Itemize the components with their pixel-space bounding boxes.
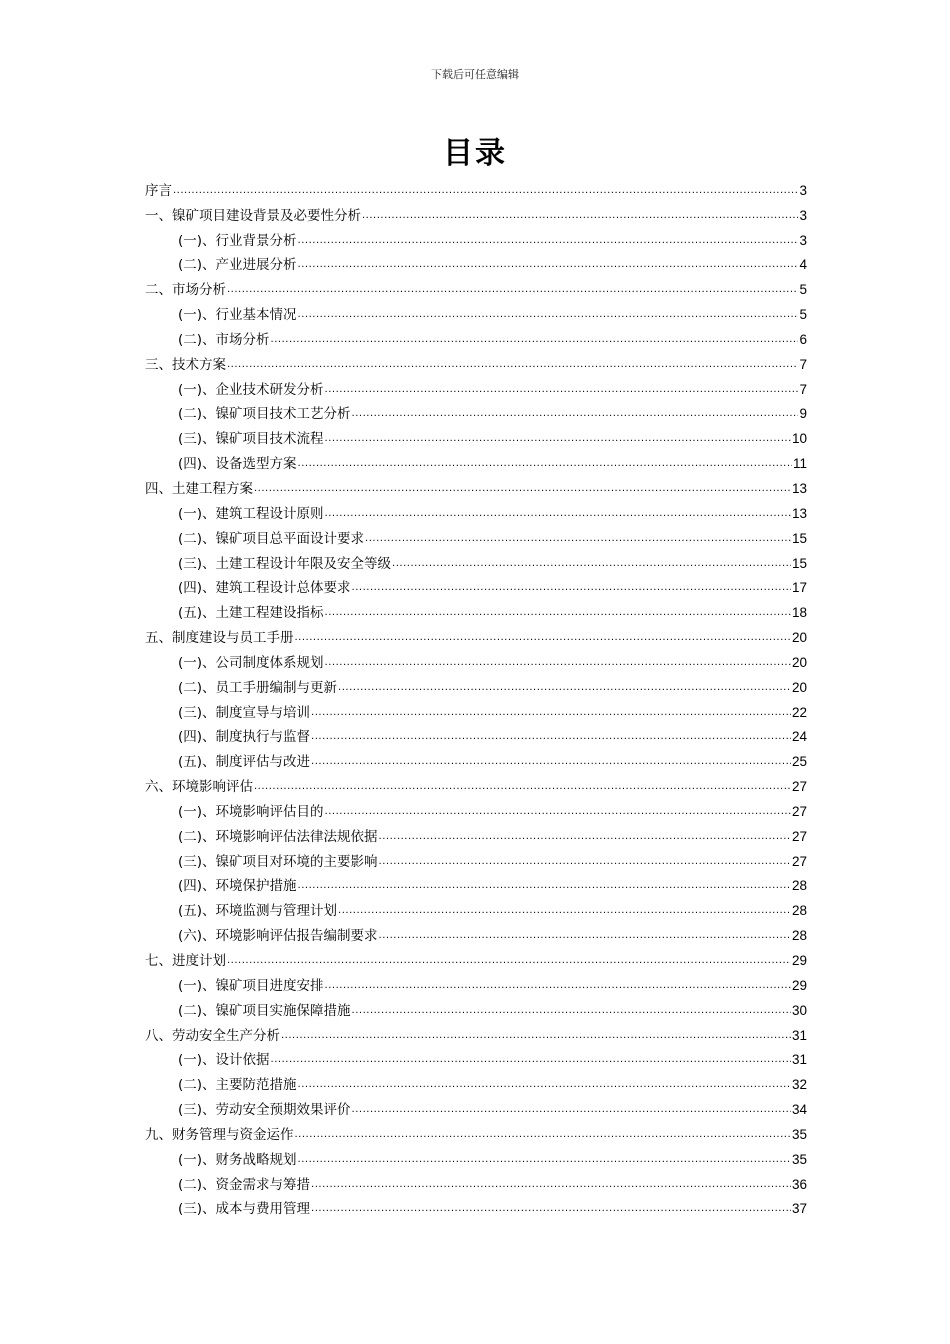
toc-entry-label: (二)、主要防范措施	[178, 1077, 297, 1094]
toc-dot-leader	[311, 706, 791, 720]
toc-dot-leader	[298, 308, 799, 322]
toc-dot-leader	[325, 979, 791, 993]
toc-entry-label: (五)、土建工程建设指标	[178, 605, 324, 622]
toc-entry-page-number: 31	[791, 1027, 807, 1043]
toc-dot-leader	[338, 904, 791, 918]
toc-entry-label: (一)、建筑工程设计原则	[178, 505, 324, 522]
toc-entry[interactable]	[145, 1020, 807, 1045]
toc-entry[interactable]	[145, 771, 807, 796]
toc-entry[interactable]	[145, 920, 807, 945]
toc-entry[interactable]	[145, 895, 807, 920]
toc-entry-page-number: 28	[791, 878, 807, 894]
toc-entry-label: (二)、环境影响评估法律法规依据	[178, 828, 378, 845]
toc-entry[interactable]	[145, 274, 807, 299]
toc-entry-label: 八、劳动安全生产分析	[145, 1027, 280, 1044]
toc-entry-page-number: 35	[791, 1151, 807, 1167]
toc-entry-label: (三)、成本与费用管理	[178, 1201, 311, 1218]
toc-entry[interactable]	[145, 299, 807, 324]
toc-entry[interactable]	[145, 1094, 807, 1119]
toc-entry-label: (一)、企业技术研发分析	[178, 381, 324, 398]
toc-entry-page-number: 20	[791, 630, 807, 646]
toc-entry-label: 七、进度计划	[145, 953, 226, 969]
toc-entry-label: (一)、镍矿项目进度安排	[178, 977, 324, 994]
toc-entry-page-number: 15	[791, 555, 807, 571]
toc-entry-label: (二)、镍矿项目总平面设计要求	[178, 530, 365, 547]
toc-dot-leader	[379, 830, 791, 844]
toc-entry-page-number: 27	[791, 853, 807, 869]
toc-entry[interactable]	[145, 622, 807, 647]
toc-entry[interactable]	[145, 821, 807, 846]
toc-dot-leader	[298, 258, 799, 272]
toc-entry[interactable]	[145, 1069, 807, 1094]
toc-entry-label: (二)、员工手册编制与更新	[178, 679, 338, 696]
toc-entry-page-number: 27	[791, 828, 807, 844]
toc-dot-leader	[254, 482, 791, 496]
toc-entry-label: (四)、建筑工程设计总体要求	[178, 580, 351, 597]
toc-entry-page-number: 37	[791, 1201, 807, 1217]
toc-dot-leader	[352, 1103, 791, 1117]
toc-dot-leader	[298, 234, 799, 248]
toc-entry[interactable]	[145, 1119, 807, 1144]
toc-dot-leader	[338, 681, 791, 695]
toc-entry[interactable]	[145, 573, 807, 598]
toc-entry-label: 六、环境影响评估	[145, 779, 253, 796]
toc-dot-leader	[325, 606, 791, 620]
toc-entry-label: 二、市场分析	[145, 282, 226, 299]
toc-entry-label: 五、制度建设与员工手册	[145, 630, 294, 647]
toc-entry-label: (一)、财务战略规划	[178, 1151, 297, 1168]
toc-entry-page-number: 4	[799, 257, 807, 273]
toc-entry-label: 四、土建工程方案	[145, 480, 253, 497]
toc-dot-leader	[352, 581, 791, 595]
toc-entry-page-number: 24	[791, 729, 807, 745]
toc-dot-leader	[325, 507, 791, 521]
toc-title: 目录	[443, 136, 507, 171]
toc-entry-page-number: 9	[799, 406, 807, 422]
toc-entry[interactable]	[145, 796, 807, 821]
toc-entry-page-number: 5	[799, 307, 807, 323]
toc-entry[interactable]	[145, 1144, 807, 1169]
toc-entry-page-number: 11	[792, 456, 807, 472]
toc-entry-page-number: 28	[791, 928, 807, 944]
toc-entry[interactable]	[145, 324, 807, 349]
toc-entry-page-number: 34	[791, 1102, 807, 1118]
toc-entry[interactable]	[145, 448, 807, 473]
toc-entry-page-number: 28	[791, 903, 807, 919]
toc-entry-label: (一)、行业背景分析	[178, 232, 297, 249]
toc-entry-page-number: 36	[791, 1176, 807, 1192]
toc-entry-label: (四)、环境保护措施	[178, 878, 297, 895]
toc-entry[interactable]	[145, 647, 807, 672]
toc-dot-leader	[379, 929, 791, 943]
toc-entry-page-number: 3	[799, 182, 807, 198]
toc-dot-leader	[298, 1078, 791, 1092]
toc-entry-label: (一)、设计依据	[178, 1052, 270, 1069]
toc-dot-leader	[311, 755, 791, 769]
toc-dot-leader	[311, 1202, 791, 1216]
toc-entry[interactable]	[145, 722, 807, 747]
toc-entry-page-number: 17	[791, 580, 807, 596]
toc-entry[interactable]	[145, 945, 807, 970]
toc-entry-page-number: 20	[791, 679, 807, 695]
toc-dot-leader	[227, 358, 798, 372]
toc-entry-label: 九、财务管理与资金运作	[145, 1126, 294, 1143]
toc-dot-leader	[379, 855, 791, 869]
toc-entry-page-number: 18	[791, 605, 807, 621]
toc-dot-leader	[362, 209, 798, 223]
toc-entry-page-number: 15	[791, 530, 807, 546]
toc-entry-page-number: 29	[791, 977, 807, 993]
toc-entry-page-number: 5	[799, 282, 807, 298]
toc-entry-label: (三)、镍矿项目对环境的主要影响	[178, 853, 378, 870]
toc-dot-leader	[352, 407, 799, 421]
toc-entry[interactable]	[145, 473, 807, 498]
toc-entry-label: (三)、劳动安全预期效果评价	[178, 1102, 351, 1119]
toc-dot-leader	[325, 805, 791, 819]
toc-entry-page-number: 13	[791, 480, 807, 496]
toc-entry[interactable]	[145, 200, 807, 225]
toc-entry-label: (三)、镍矿项目技术流程	[178, 431, 324, 448]
toc-dot-leader	[365, 532, 791, 546]
toc-entry-page-number: 29	[791, 953, 807, 968]
toc-entry-label: (一)、环境影响评估目的	[178, 803, 324, 820]
toc-entry[interactable]	[145, 1194, 807, 1219]
toc-entry-page-number: 3	[799, 207, 807, 223]
toc-entry[interactable]	[145, 548, 807, 573]
toc-entry-label: (六)、环境影响评估报告编制要求	[178, 928, 378, 945]
toc-entry-page-number: 35	[791, 1126, 807, 1142]
toc-entry-label: 序言	[145, 182, 172, 199]
toc-entry[interactable]	[145, 225, 807, 250]
toc-entry-page-number: 7	[799, 381, 807, 397]
toc-entry[interactable]	[145, 995, 807, 1020]
toc-entry-page-number: 27	[791, 803, 807, 819]
toc-entry[interactable]	[145, 523, 807, 548]
toc-entry-label: (二)、镍矿项目实施保障措施	[178, 1002, 351, 1019]
toc-dot-leader	[173, 184, 798, 198]
toc-dot-leader	[254, 780, 791, 794]
toc-entry-label: 一、镍矿项目建设背景及必要性分析	[145, 207, 361, 224]
toc-entry[interactable]	[145, 349, 807, 374]
toc-entry-label: (一)、公司制度体系规划	[178, 654, 324, 671]
toc-entry-page-number: 6	[799, 331, 807, 347]
toc-dot-leader	[325, 656, 791, 670]
toc-dot-leader	[311, 1178, 791, 1192]
toc-entry-page-number: 20	[791, 654, 807, 670]
toc-entry-label: (四)、制度执行与监督	[178, 729, 311, 746]
toc-entry-page-number: 3	[799, 232, 807, 248]
toc-entry-page-number: 13	[791, 505, 807, 521]
toc-entry-label: (一)、行业基本情况	[178, 307, 297, 324]
toc-dot-leader	[271, 1053, 791, 1067]
toc-entry[interactable]	[145, 871, 807, 896]
toc-entry-page-number: 22	[791, 704, 807, 720]
toc-entry[interactable]	[145, 399, 807, 424]
toc-entry-label: (三)、土建工程设计年限及安全等级	[178, 555, 392, 572]
toc-dot-leader	[281, 1029, 791, 1043]
toc-dot-leader	[392, 557, 791, 571]
toc-entry-label: (四)、设备选型方案	[178, 456, 297, 473]
toc-entry-label: (二)、镍矿项目技术工艺分析	[178, 406, 351, 423]
toc-dot-leader	[325, 432, 791, 446]
toc-entry[interactable]	[145, 1045, 807, 1070]
toc-entry[interactable]	[145, 250, 807, 275]
toc-entry-label: (五)、制度评估与改进	[178, 754, 311, 771]
toc-entry-label: (二)、产业进展分析	[178, 257, 297, 274]
toc-entry-page-number: 27	[791, 779, 807, 795]
toc-entry[interactable]	[145, 498, 807, 523]
toc-dot-leader	[298, 457, 792, 471]
toc-entry[interactable]	[145, 597, 807, 622]
toc-entry-page-number: 30	[791, 1002, 807, 1018]
toc-dot-leader	[298, 879, 791, 893]
toc-dot-leader	[352, 1004, 791, 1018]
toc-entry-label: (二)、资金需求与筹措	[178, 1176, 311, 1193]
toc-entry-label: (五)、环境监测与管理计划	[178, 903, 338, 920]
toc-entry-page-number: 25	[791, 754, 807, 770]
toc-dot-leader	[227, 954, 791, 968]
toc-entry[interactable]	[145, 423, 807, 448]
toc-entry[interactable]	[145, 374, 807, 399]
toc-entry-page-number: 10	[791, 431, 807, 447]
toc-entry-label: (二)、市场分析	[178, 331, 270, 348]
toc-entry-label: (三)、制度宣导与培训	[178, 704, 311, 721]
toc-entry-page-number: 32	[791, 1077, 807, 1093]
toc-dot-leader	[227, 283, 798, 297]
toc-dot-leader	[295, 1128, 791, 1142]
toc-entry-page-number: 7	[799, 356, 807, 372]
toc-entry[interactable]	[145, 970, 807, 995]
toc-entry[interactable]	[145, 746, 807, 771]
toc-dot-leader	[325, 383, 799, 397]
toc-entry-page-number: 31	[791, 1052, 807, 1068]
toc-dot-leader	[298, 1153, 791, 1167]
toc-dot-leader	[295, 631, 791, 645]
toc-dot-leader	[311, 730, 791, 744]
toc-entry[interactable]	[145, 1169, 807, 1194]
table-of-contents	[145, 175, 807, 1218]
page-header-note: 下载后可任意编辑	[431, 68, 519, 81]
toc-entry[interactable]	[145, 697, 807, 722]
toc-entry-label: 三、技术方案	[145, 356, 226, 373]
toc-entry[interactable]	[145, 846, 807, 871]
toc-entry[interactable]	[145, 175, 807, 200]
toc-entry[interactable]	[145, 672, 807, 697]
toc-dot-leader	[271, 333, 799, 347]
